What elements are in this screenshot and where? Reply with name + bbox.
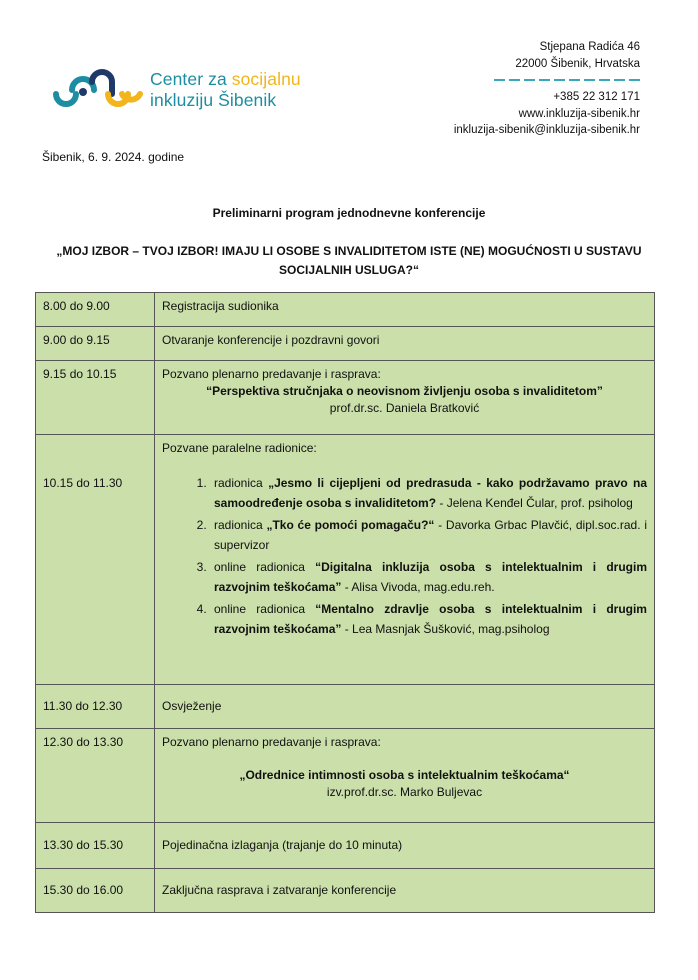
activity-cell: Zaključna rasprava i zatvaranje konferencije xyxy=(155,869,655,913)
table-row xyxy=(36,327,655,361)
time-cell: 9.00 do 9.15 xyxy=(36,327,155,361)
table-row xyxy=(36,823,655,869)
list-item: 2. radionica „Tko će pomoći pomagaču?“ - Davorka Grbac Plavčić, dipl.soc.rad. i supervizor xyxy=(210,515,647,555)
lecture-speaker: prof.dr.sc. Daniela Bratković xyxy=(329,401,480,415)
session-intro: Pozvano plenarno predavanje i rasprava: xyxy=(162,735,381,749)
activity-cell: Registracija sudionika xyxy=(155,293,655,327)
logo-mark-icon xyxy=(52,68,144,108)
contact-street: Stjepana Radića 46 xyxy=(539,41,640,53)
time-cell: 12.30 do 13.30 xyxy=(36,729,155,823)
time-cell: 11.30 do 12.30 xyxy=(36,685,155,729)
contact-phone: +385 22 312 171 xyxy=(553,91,640,103)
activity-cell xyxy=(155,361,655,435)
workshop-title: „Tko će pomoći pomagaču?“ xyxy=(266,518,435,532)
table-row xyxy=(36,361,655,435)
workshop-title: “Digitalna inkluzija osoba s intelektualnim i drugim razvojnim teškoćama” xyxy=(214,560,647,594)
time-cell: 10.15 do 11.30 xyxy=(36,435,155,685)
logo-line2-prefix: inkluziju xyxy=(150,90,219,110)
activity-cell xyxy=(155,435,655,685)
time-cell: 15.30 do 16.00 xyxy=(36,869,155,913)
conference-title-line2: SOCIJALNIH USLUGA?“ xyxy=(278,263,419,277)
program-table xyxy=(35,292,655,913)
lecture-title: “Perspektiva stručnjaka o neovisnom življenju osoba s invaliditetom” xyxy=(206,384,603,398)
time-cell: 13.30 do 15.30 xyxy=(36,823,155,869)
document-title: Preliminarni program jednodnevne konferencije xyxy=(212,206,486,220)
table-row xyxy=(36,729,655,823)
logo-line1-prefix: Center za xyxy=(150,69,232,89)
table-row xyxy=(36,435,655,685)
conference-title xyxy=(44,242,654,280)
session-intro: Pozvane paralelne radionice: xyxy=(162,441,317,455)
logo-text xyxy=(150,69,301,111)
document-date: Šibenik, 6. 9. 2024. godine xyxy=(42,150,185,164)
workshop-title: “Mentalno zdravlje osoba s intelektualnim i drugim razvojnim teškoćama” xyxy=(214,602,647,636)
contact-city: 22000 Šibenik, Hrvatska xyxy=(515,57,640,70)
activity-cell: Osvježenje xyxy=(155,685,655,729)
activity-cell: Otvaranje konferencije i pozdravni govori xyxy=(155,327,655,361)
table-row xyxy=(36,293,655,327)
workshop-title: „Jesmo li cijepljeni od predrasuda - kako podržavamo pravo na samoodređenje osoba s invaliditetom? xyxy=(214,476,648,510)
contact-email-link[interactable]: inkluzija-sibenik@inkluzija-sibenik.hr xyxy=(453,124,640,136)
table-row xyxy=(36,869,655,913)
list-item: 4. online radionica “Mentalno zdravlje osoba s intelektualnim i drugim razvojnim teškoćama” - Lea Masnjak Šušković, mag.psiholog xyxy=(210,599,647,639)
logo xyxy=(52,66,322,116)
session-intro: Pozvano plenarno predavanje i rasprava: xyxy=(162,367,381,381)
conference-title-line1: „MOJ IZBOR – TVOJ IZBOR! IMAJU LI OSOBE S INVALIDITETOM ISTE (NE) MOGUĆNOSTI U SUSTAVU xyxy=(56,244,642,258)
time-cell: 9.15 do 10.15 xyxy=(36,361,155,435)
list-item: 3. online radionica “Digitalna inkluzija osoba s intelektualnim i drugim razvojnim teškoćama” - Alisa Vivoda, mag.edu.reh. xyxy=(210,557,647,597)
activity-cell: Pojedinačna izlaganja (trajanje do 10 minuta) xyxy=(155,823,655,869)
time-cell: 8.00 do 9.00 xyxy=(36,293,155,327)
logo-line2-accent: Šibenik xyxy=(218,90,277,110)
list-item: 1. radionica „Jesmo li cijepljeni od predrasuda - kako podržavamo pravo na samoodređenje osoba s invaliditetom? - Jelena Kenđel Čular, prof. psiholog xyxy=(210,473,647,513)
contact-divider xyxy=(454,79,640,81)
logo-line1-accent: socijalnu xyxy=(231,69,301,89)
contact-block xyxy=(454,39,640,139)
activity-cell xyxy=(155,729,655,823)
table-row xyxy=(36,685,655,729)
lecture-speaker: izv.prof.dr.sc. Marko Buljevac xyxy=(326,785,483,799)
workshop-list xyxy=(162,473,647,639)
contact-web-link[interactable]: www.inkluzija-sibenik.hr xyxy=(518,107,640,120)
lecture-title: „Odrednice intimnosti osoba s intelektualnim teškoćama“ xyxy=(239,768,570,782)
